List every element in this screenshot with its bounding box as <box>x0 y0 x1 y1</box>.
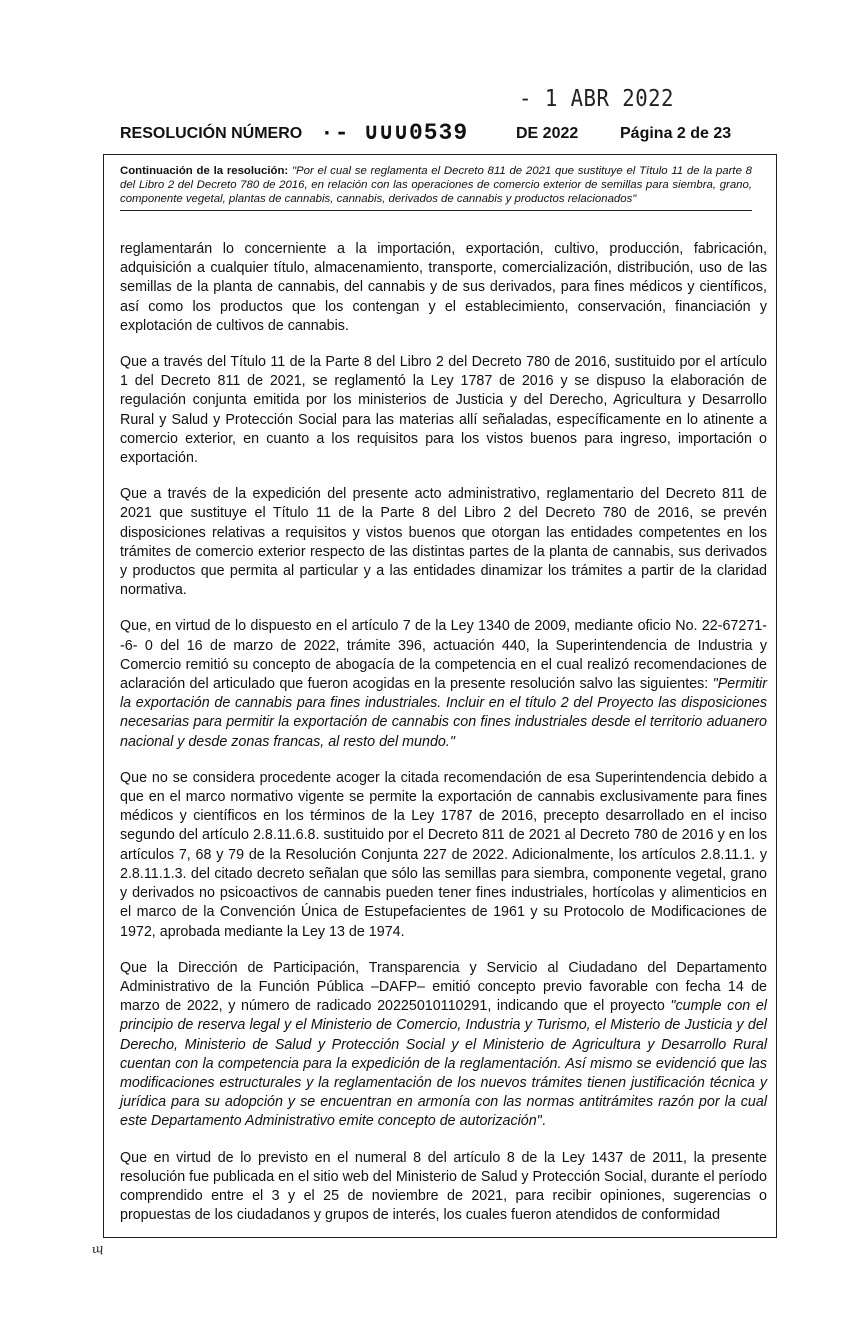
date-stamp: - 1 ABR 2022 <box>519 86 674 112</box>
paragraph-text: Que en virtud de lo previsto en el numeral 8 del artículo 8 de la Ley 1437 de 2011, la presente resolución fue publicada en el sitio web del Ministerio de Salud y Protección Social, durante el período comprendido entre el 3 y el 25 de noviembre de 2021, para recibir opiniones, sugerencias o propuestas de los ciudadanos y grupos de interés, los cuales fueron atendidos de conformidad <box>120 1149 767 1224</box>
paragraph-text: Que a través de la expedición del presente acto administrativo, reglamentario del Decreto 811 de 2021 que sustituye el Título 11 de la Parte 8 del Libro 2 del Decreto 780 de 2016, se prevén disposiciones relativas a requisitos y vistos buenos que otorgan las entidades competentes en los trámites de comercio exterior respecto de las distintas partes de la planta de cannabis, sus derivados y productos que permita al particular y a las entidades dinamizar los trámites a partir de la claridad normativa. <box>120 486 767 599</box>
resolution-number: ·- ∪∪∪0539 <box>320 120 469 146</box>
paragraph <box>120 485 767 600</box>
page-indicator: Página 2 de 23 <box>620 125 732 142</box>
paragraph-text: Que, en virtud de lo dispuesto en el artículo 7 de la Ley 1340 de 2009, mediante oficio No. 22-67271- -6- 0 del 16 de marzo de 2022, trámite 396, actuación 440, la Superintendencia de Industria y Comercio remitió su concepto de abogacía de la competencia en el cual realizó recomendaciones de aclaración del articulado que fueron acogidas en la presente resolución salvo las siguientes: <box>120 618 767 693</box>
paragraph-text-after: . <box>541 1113 546 1130</box>
resolution-year: DE 2022 <box>516 125 579 142</box>
continuation-label: Continuación de la resolución: <box>120 165 289 177</box>
continuation-text: "Por el cual se reglamenta el Decreto 811 de 2021 que sustituye el Título 11 de la parte 8 del Libro 2 del Decreto 780 de 2016, en relación con las operaciones de comercio exterior de semillas para siembra, grano, componente vegetal, plantas de cannabis, cannabis, derivados de cannabis y productos relacionados" <box>120 165 752 205</box>
paragraph <box>120 617 767 751</box>
resolution-header <box>120 119 760 149</box>
document-body <box>120 240 767 1242</box>
paragraph <box>120 353 767 468</box>
paragraph-text: Que a través del Título 11 de la Parte 8 del Libro 2 del Decreto 780 de 2016, sustituido por el artículo 1 del Decreto 811 de 2021, se reglamentó la Ley 1787 de 2016 y se dispuso la elaboración de regulación conjunta emitida por los ministerios de Justicia y del Derecho, Agricultura y Desarrollo Rural y Salud y Protección Social para las materias allí señaladas, específicamente en lo atinente a comercio exterior, en cuanto a los requisitos para los vistos buenos para ingreso, importación o exportación. <box>120 354 767 467</box>
paragraph <box>120 240 767 336</box>
resolution-label: RESOLUCIÓN NÚMERO <box>120 125 303 142</box>
paragraph-text: reglamentarán lo concerniente a la importación, exportación, cultivo, producción, fabricación, adquisición a cualquier título, almacenamiento, transporte, comercialización, distribución, uso de las semillas de la planta de cannabis, del cannabis y de sus derivados, para fines médicos y científicos, así como los productos que los contengan y el establecimiento, conservación, financiación y explotación de cultivos de cannabis. <box>120 241 767 334</box>
paragraph <box>120 769 767 942</box>
paragraph-quote: "cumple con el principio de reserva legal y el Ministerio de Comercio, Industria y Turismo, el Misterio de Justicia y del Derecho, Ministerio de Salud y Protección Social y el Ministerio de Agricultura y Desarrollo Rural cuentan con la competencia para la expedición de la reglamentación. Así mismo se evidenció que las modificaciones estructurales y la reglamentación de los nuevos trámites tienen justificación técnica y jurídica para su adopción y se encuentran en armonía con las normas antitrámites razón por la cual este Departamento Administrativo emite concepto de autorización" <box>120 998 767 1130</box>
paragraph-text: Que no se considera procedente acoger la citada recomendación de esa Superintendencia debido a que en el marco normativo vigente se permite la exportación de cannabis exclusivamente para fines médicos y científicos en los términos de la Ley 1787 de 2016, precepto desarrollado en el inciso segundo del artículo 2.8.11.6.8. sustituido por el Decreto 811 de 2021 al Decreto 780 de 2016 y en los artículos 7, 68 y 79 de la Resolución Conjunta 227 de 2022. Adicionalmente, los artículos 2.8.11.1. y 2.8.11.1.3. del citado decreto señalan que sólo las semillas para siembra, componente vegetal, grano y derivados no psicoactivos de cannabis pueden tener fines industriales, hortícolas y alimenticios en el marco de la Convención Única de Estupefacientes de 1961 y su Protocolo de Modificaciones de 1972, aprobada mediante la Ley 13 de 1974. <box>120 769 767 940</box>
continuation-header <box>120 164 752 211</box>
handwritten-initials: ᶭ <box>90 1239 106 1265</box>
paragraph <box>120 1149 767 1226</box>
paragraph-quote: "Permitir la exportación de cannabis para fines industriales. Incluir en el título 2 del Proyecto las disposiciones necesarias para permitir la exportación de cannabis con fines industriales desde el territorio aduanero nacional y desde zonas francas, al resto del mundo." <box>120 676 767 750</box>
paragraph-text: Que la Dirección de Participación, Transparencia y Servicio al Ciudadano del Departamento Administrativo de la Función Pública –DAFP– emitió concepto previo favorable con fecha 14 de marzo de 2022, y número de radicado 20225010110291, indicando que el proyecto <box>120 959 767 1015</box>
paragraph <box>120 959 767 1132</box>
